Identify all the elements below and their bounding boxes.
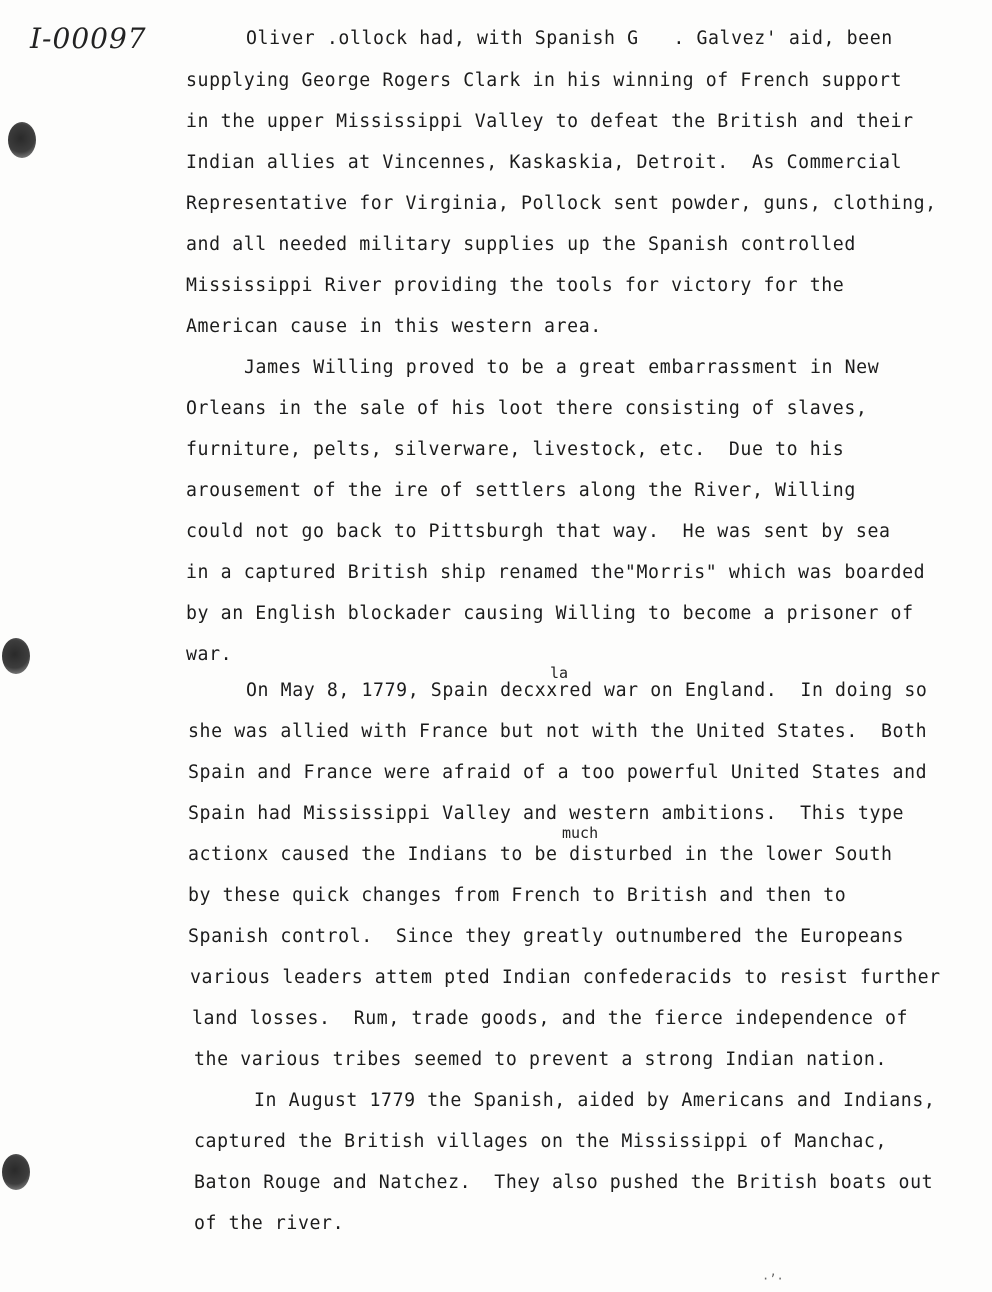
text-line: in a captured British ship renamed the"Morris" which was boarded [186,562,926,583]
text-line: In August 1779 the Spanish, aided by Americans and Indians, [254,1090,936,1111]
punch-hole-top [8,122,36,158]
text-line: land losses. Rum, trade goods, and the fierce independence of [192,1008,909,1029]
text-line: could not go back to Pittsburgh that way. He was sent by sea [186,521,891,542]
interlinear-correction: much [562,824,599,842]
text-line: war. [186,644,233,665]
text-line: in the upper Mississippi Valley to defeat the British and their [186,111,914,132]
document-id-label: I-00097 [30,22,147,55]
text-line: captured the British villages on the Mississippi of Manchac, [194,1131,887,1152]
text-line: Oliver .ollock had, with Spanish G . Galvez' aid, been [246,28,893,49]
text-line: she was allied with France but not with the United States. Both [188,721,928,742]
text-line: American cause in this western area. [186,316,602,337]
text-line: James Willing proved to be a great embarrassment in New [244,357,880,378]
interlinear-correction: la [550,664,569,682]
text-line: arousement of the ire of settlers along the River, Willing [186,480,856,501]
punch-hole-bottom [2,1154,30,1190]
text-line: On May 8, 1779, Spain decxxred war on England. In doing so [246,680,928,701]
text-line: of the river. [194,1213,345,1234]
text-line: various leaders attem pted Indian confederacids to resist further [190,967,941,988]
text-line: Representative for Virginia, Pollock sent powder, guns, clothing, [186,193,937,214]
text-line: Baton Rouge and Natchez. They also pushed the British boats out [194,1172,934,1193]
text-line: and all needed military supplies up the Spanish controlled [186,234,856,255]
text-line: the various tribes seemed to prevent a strong Indian nation. [194,1049,887,1070]
text-line: Mississippi River providing the tools for victory for the [186,275,845,296]
text-line: by these quick changes from French to British and then to [188,885,847,906]
text-line: Indian allies at Vincennes, Kaskaskia, Detroit. As Commercial [186,152,903,173]
text-line: Spain had Mississippi Valley and western ambitions. This type [188,803,905,824]
text-line: actionx caused the Indians to be disturbed in the lower South [188,844,893,865]
text-line: Spain and France were afraid of a too powerful United States and [188,762,928,783]
text-line: Orleans in the sale of his loot there consisting of slaves, [186,398,868,419]
punch-hole-middle [2,638,30,674]
text-line: furniture, pelts, silverware, livestock, etc. Due to his [186,439,845,460]
stray-ink-mark: ·’· [762,1272,784,1286]
text-line: Spanish control. Since they greatly outnumbered the Europeans [188,926,905,947]
text-line: supplying George Rogers Clark in his winning of French support [186,70,903,91]
text-line: by an English blockader causing Willing to become a prisoner of [186,603,914,624]
